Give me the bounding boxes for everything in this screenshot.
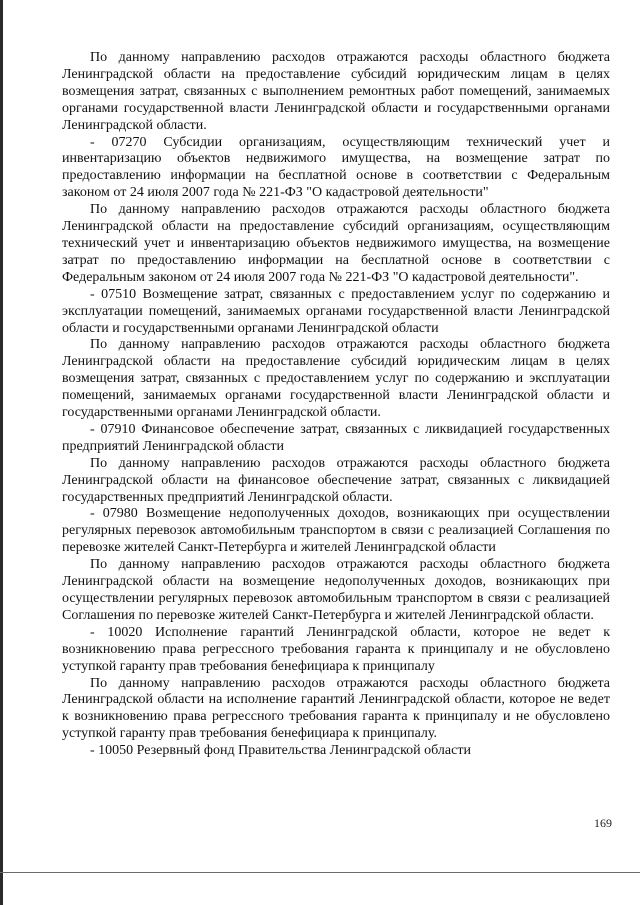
paragraph-8: - 07980 Возмещение недополученных доходов, возникающих при осуществлении регулярных перевозок автомобильным транспортом в связи с реализацией Соглашения по перевозке жителей Санкт-Петербурга и жителей Ленинградской области	[62, 506, 610, 556]
scan-left-edge	[0, 0, 3, 905]
paragraph-10: - 10020 Исполнение гарантий Ленинградской области, которое не ведет к возникновению права регрессного требования гаранта к принципалу и не обусловлено уступкой гаранту прав требования бенефициара к принципалу	[62, 624, 610, 674]
document-body	[62, 50, 610, 760]
paragraph-7: По данному направлению расходов отражаются расходы областного бюджета Ленинградской области на финансовое обеспечение затрат, связанных с ликвидацией государственных предприятий Ленинградской области.	[62, 455, 610, 505]
scan-bottom-edge	[0, 872, 640, 873]
paragraph-6: - 07910 Финансовое обеспечение затрат, связанных с ликвидацией государственных предприятий Ленинградской области	[62, 421, 610, 454]
paragraph-3: По данному направлению расходов отражаются расходы областного бюджета Ленинградской области на предоставление субсидий организациям, осуществляющим технический учет и инвентаризацию объектов недвижимого имущества, на возмещение затрат по предоставлению информации на бесплатной основе в соответствии с Федеральным законом от 24 июля 2007 года № 221-ФЗ "О кадастровой деятельности".	[62, 202, 610, 285]
paragraph-11: По данному направлению расходов отражаются расходы областного бюджета Ленинградской области на исполнение гарантий Ленинградской области, которое не ведет к возникновению права регрессного требования гаранта к принципалу и не обусловлено уступкой гаранту прав требования бенефициара к принципалу.	[62, 675, 610, 742]
paragraph-12: - 10050 Резервный фонд Правительства Ленинградской области	[90, 743, 471, 759]
paragraph-2: - 07270 Субсидии организациям, осуществляющим технический учет и инвентаризацию объектов недвижимого имущества, на возмещение затрат по предоставлению информации на бесплатной основе в соответствии с Федеральным законом от 24 июля 2007 года № 221-ФЗ "О кадастровой деятельности"	[62, 134, 610, 201]
paragraph-4: - 07510 Возмещение затрат, связанных с предоставлением услуг по содержанию и эксплуатации помещений, занимаемых органами государственной власти Ленинградской области и государственными органами Ленинградской области	[62, 286, 610, 336]
page-number: 169	[594, 816, 612, 830]
paragraph-9: По данному направлению расходов отражаются расходы областного бюджета Ленинградской области на возмещение недополученных доходов, возникающих при осуществлении регулярных перевозок автомобильным транспортом в связи с реализацией Соглашения по перевозке жителей Санкт-Петербурга и жителей Ленинградской области.	[62, 557, 610, 623]
paragraph-1: По данному направлению расходов отражаются расходы областного бюджета Ленинградской области на предоставление субсидий юридическим лицам в целях возмещения затрат, связанных с выполнением ремонтных работ помещений, занимаемых органами государственной власти Ленинградской области и государственными органами Ленинградской области.	[62, 50, 610, 133]
paragraph-5: По данному направлению расходов отражаются расходы областного бюджета Ленинградской области на предоставление субсидий юридическим лицам в целях возмещения затрат, связанных с предоставлением услуг по содержанию и эксплуатации помещений, занимаемых органами государственной власти Ленинградской области и государственными органами Ленинградской области.	[62, 337, 610, 421]
